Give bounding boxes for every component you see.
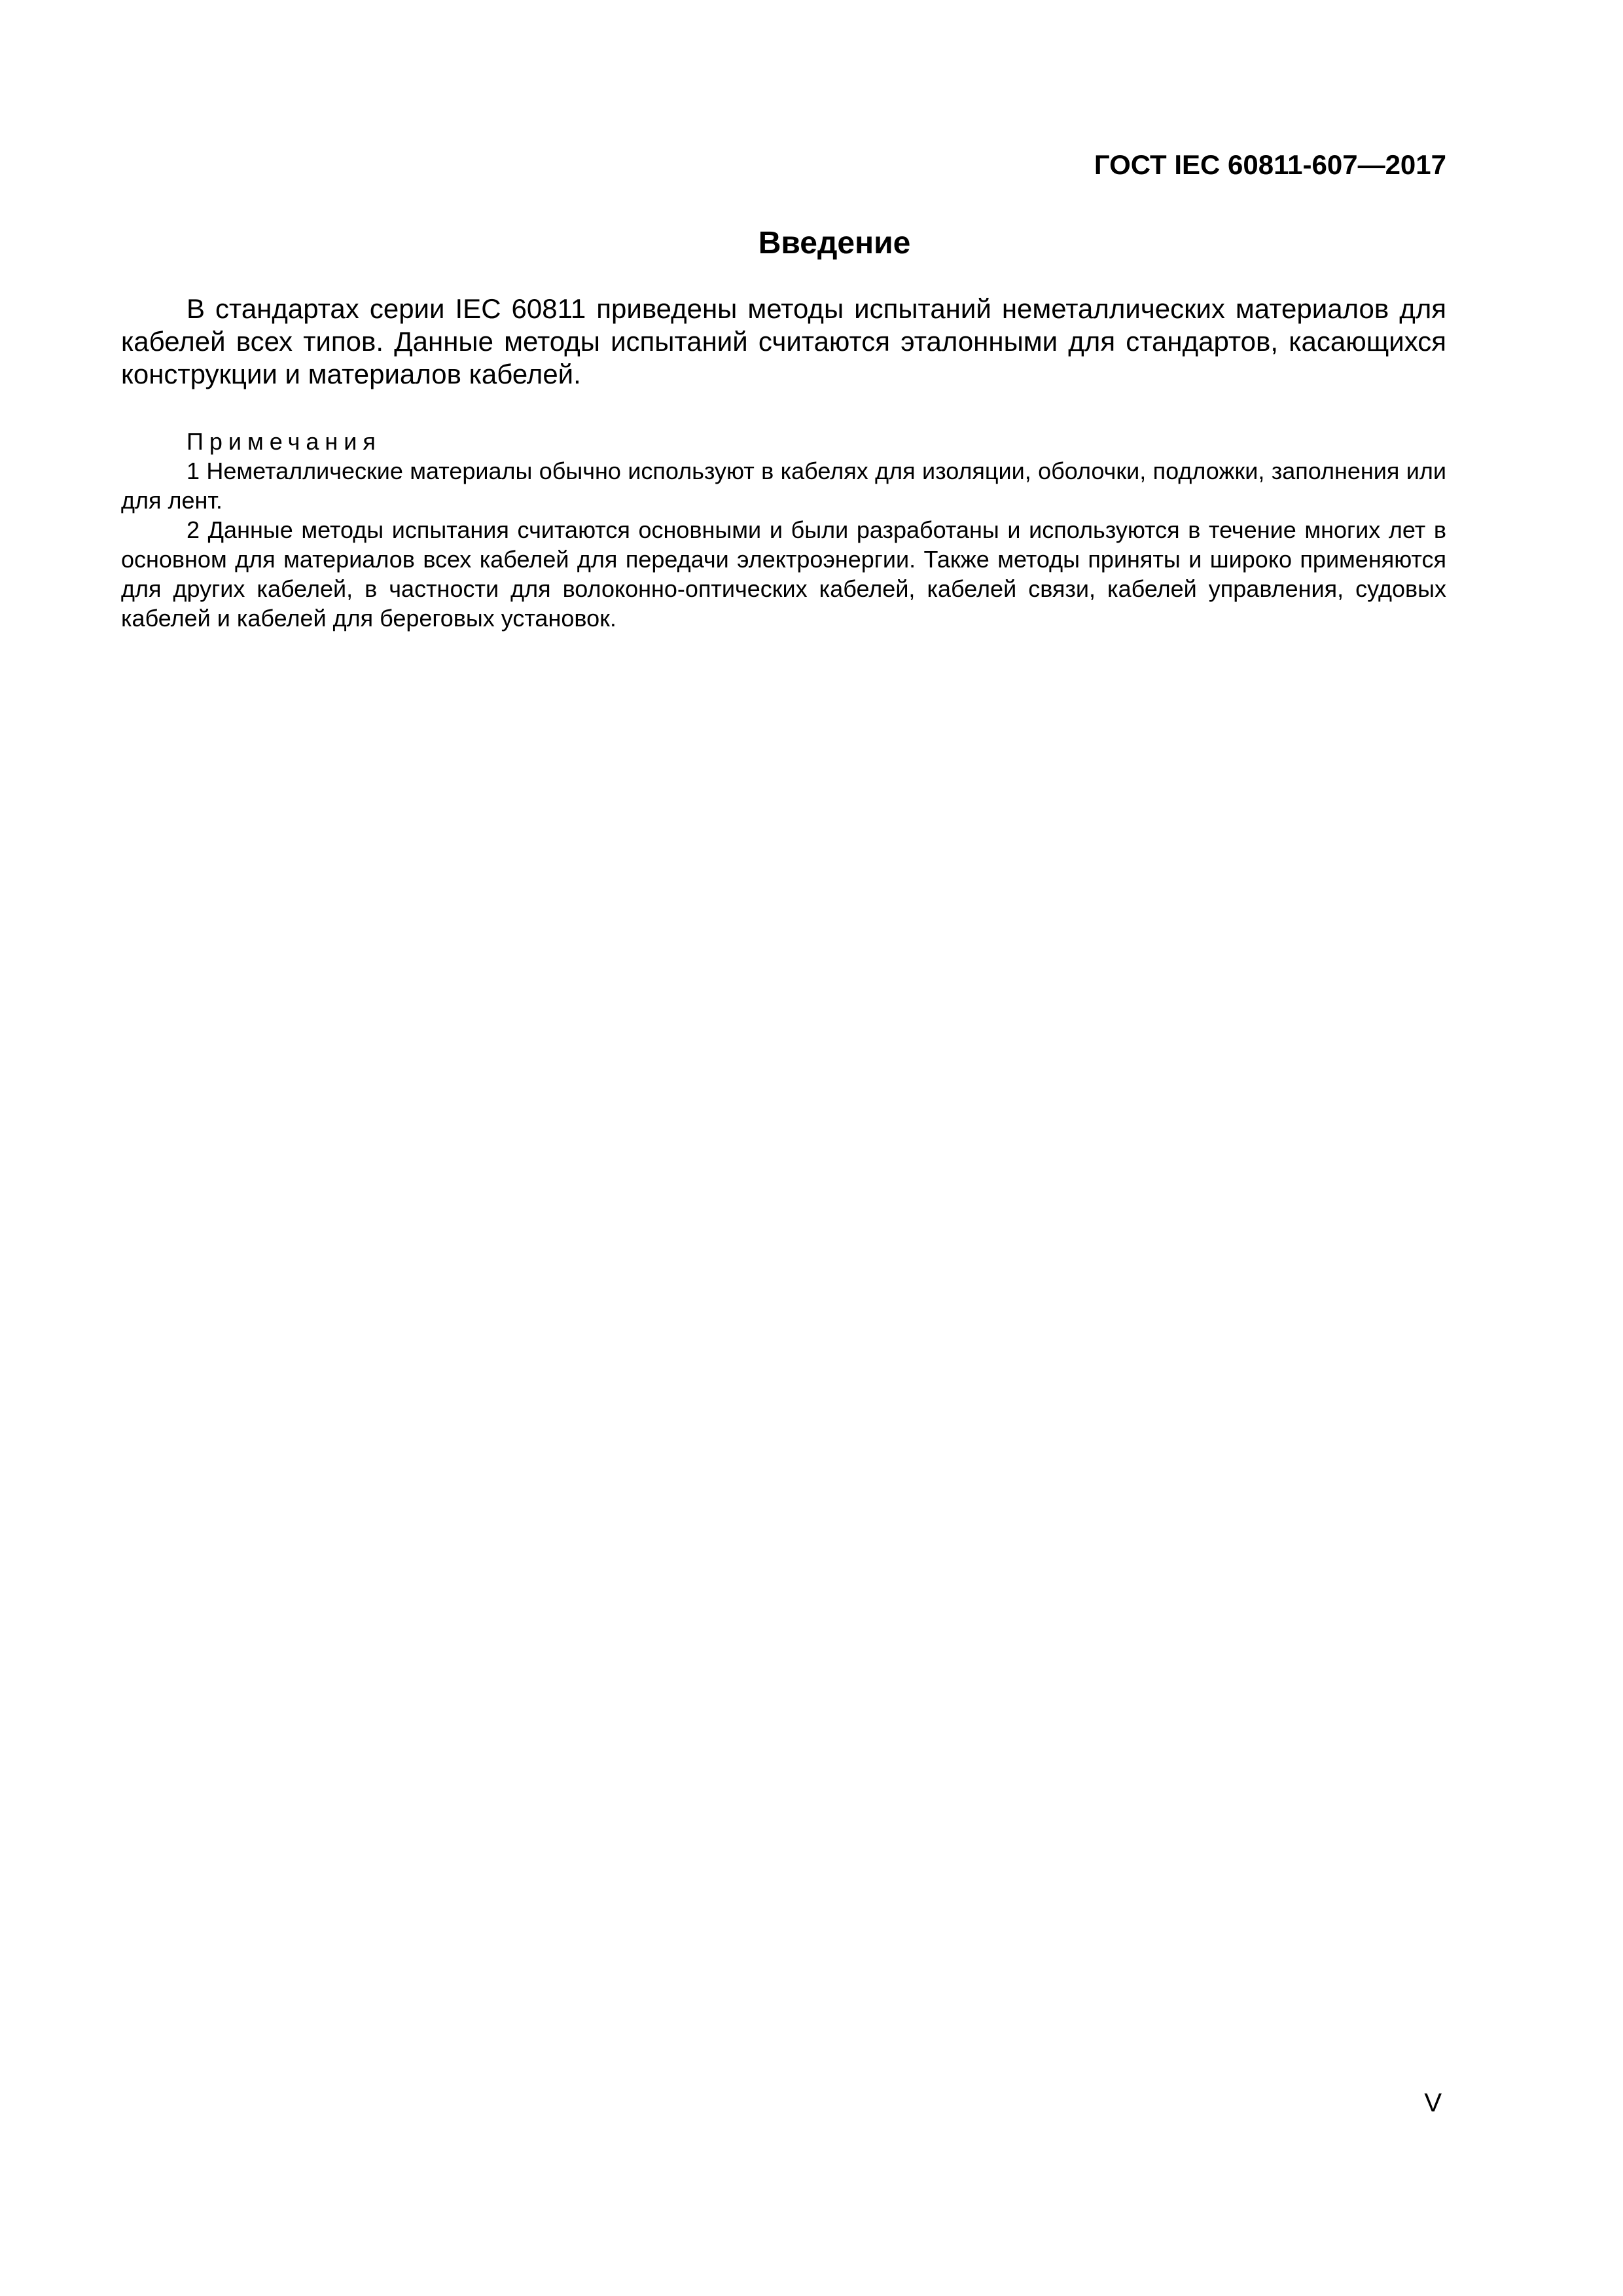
- page-number: V: [1424, 2089, 1442, 2117]
- notes-heading: Примечания: [187, 428, 382, 455]
- notes-block: [121, 427, 1446, 633]
- document-code-header: ГОСТ IEC 60811-607—2017: [1094, 149, 1446, 180]
- intro-paragraph: В стандартах серии IEC 60811 приведены методы испытаний неметаллических материалов для кабелей всех типов. Данные методы испытаний считаются эталонными для стандартов, касающихся конструкции и материалов кабелей.: [121, 293, 1446, 389]
- note-item-1: 1 Неметаллические материалы обычно используют в кабелях для изоляции, оболочки, подложки, заполнения или для лент.: [121, 457, 1446, 514]
- note-item-2: 2 Данные методы испытания считаются основными и были разработаны и используются в течение многих лет в основном для материалов всех кабелей для передачи электроэнергии. Также методы приняты и широко применяются для других кабелей, в частности для волоконно-оптических кабелей, кабелей связи, кабелей управления, судовых кабелей и кабелей для береговых установок.: [121, 516, 1446, 632]
- section-title: Введение: [758, 226, 911, 260]
